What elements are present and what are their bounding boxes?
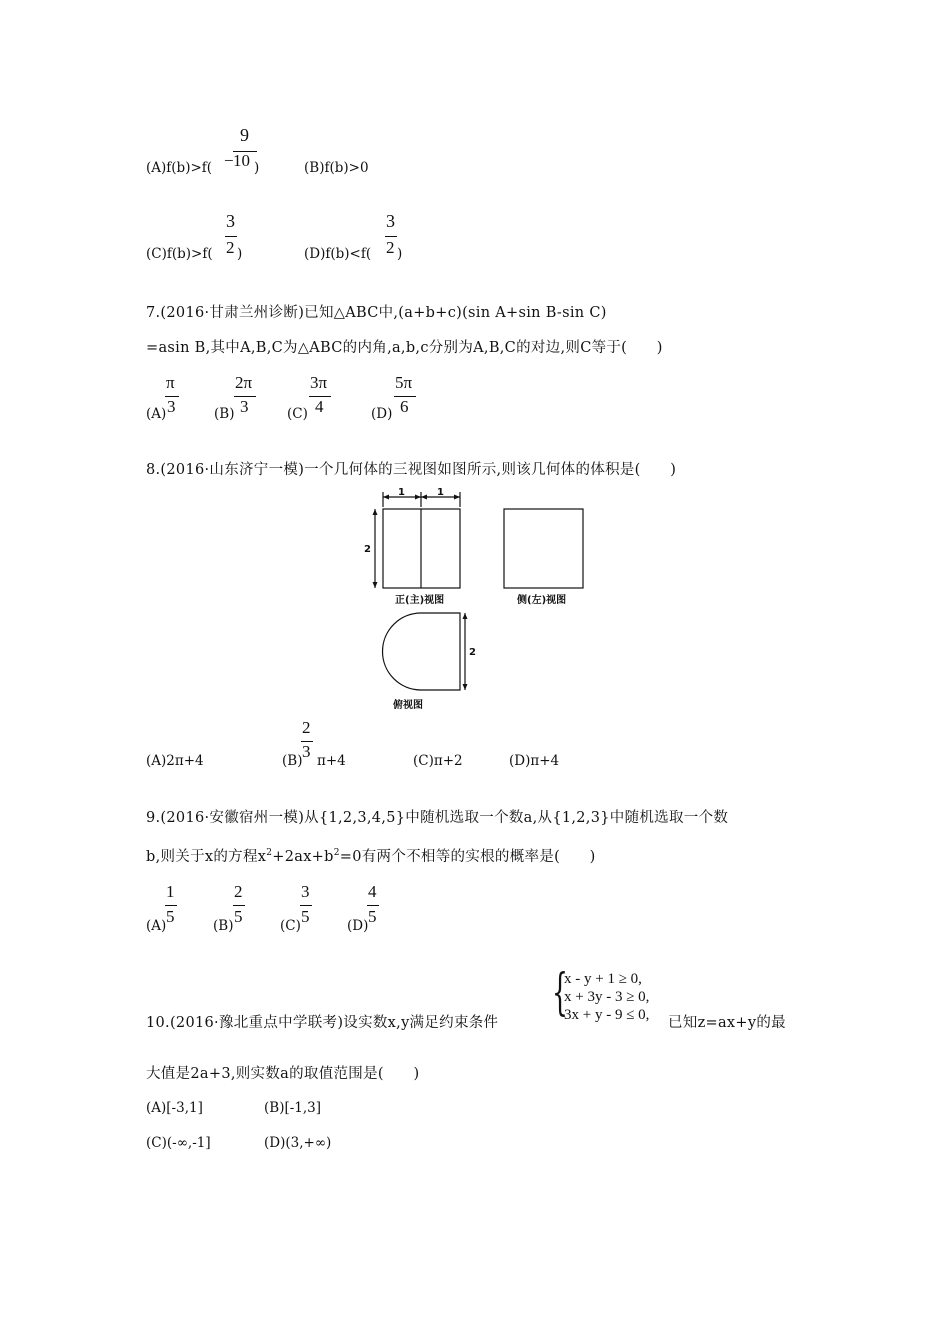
q8-option-b-label: (B) — [282, 753, 303, 769]
q6-option-c-prefix: (C)f(b)>f( — [146, 246, 213, 262]
q7-option-d-denominator: 6 — [400, 397, 409, 416]
q10-option-b: (B)[-1,3] — [264, 1100, 322, 1116]
q8-option-b-numerator: 2 — [302, 718, 311, 737]
q9-sup-2: 2 — [333, 848, 340, 859]
constraint-3: 3x + y - 9 ≤ 0, — [564, 1007, 650, 1023]
q6-option-a-prefix: (A)f(b)>f( — [146, 160, 213, 176]
q6-option-a-numerator: 9 — [240, 125, 249, 145]
q9-option-a-denominator: 5 — [166, 907, 175, 926]
q9-option-d-label: (D) — [347, 918, 369, 934]
q7-option-b-label: (B) — [214, 406, 235, 422]
q7-stem-line-2: =asin B,其中A,B,C为△ABC的内角,a,b,c分别为A,B,C的对边,则C等于( ) — [146, 340, 663, 356]
q7-option-d-numerator: 5π — [395, 373, 413, 392]
q6-option-d-suffix: ) — [397, 246, 403, 262]
q9-stem-line-1: 9.(2016·安徽宿州一模)从{1,2,3,4,5}中随机选取一个数a,从{1,2,3}中随机选取一个数 — [146, 810, 729, 826]
q8-option-c: (C)π+2 — [413, 753, 463, 769]
dim-label-1b: 1 — [437, 487, 444, 498]
q6-option-c-suffix: ) — [237, 246, 243, 262]
q9-line-2-part-1: b,则关于x的方程x — [146, 849, 267, 865]
q7-option-a-numerator: π — [166, 373, 175, 392]
q9-option-a-numerator: 1 — [166, 882, 175, 901]
q9-option-a-label: (A) — [146, 918, 167, 934]
q7-stem-line-1: 7.(2016·甘肃兰州诊断)已知△ABC中,(a+b+c)(sin A+sin B-sin C) — [146, 305, 607, 321]
q9-option-b-fraction-bar — [233, 905, 245, 906]
q9-option-b-label: (B) — [213, 918, 234, 934]
q8-stem-line-1: 8.(2016·山东济宁一模)一个几何体的三视图如图所示,则该几何体的体积是( ) — [146, 462, 677, 478]
side-view-label: 侧(左)视图 — [517, 595, 567, 606]
q9-option-c-fraction-bar — [300, 905, 312, 906]
q10-stem-line-2: 大值是2a+3,则实数a的取值范围是( ) — [146, 1066, 420, 1082]
q7-option-b-denominator: 3 — [240, 397, 249, 416]
q7-option-a-label: (A) — [146, 406, 167, 422]
q6-option-a-denominator: 10 — [233, 151, 250, 170]
top-view-label: 俯视图 — [393, 700, 423, 711]
q9-option-d-denominator: 5 — [368, 907, 377, 926]
constraint-1: x - y + 1 ≥ 0, — [564, 971, 642, 987]
q8-option-b-denominator: 3 — [302, 742, 311, 761]
q6-option-d-prefix: (D)f(b)<f( — [304, 246, 372, 262]
q9-option-b-numerator: 2 — [234, 882, 243, 901]
q9-option-d-numerator: 4 — [368, 882, 377, 901]
q9-option-d-fraction-bar — [367, 905, 379, 906]
q9-line-2-part-2: +2ax+b — [272, 849, 334, 865]
q6-option-c-denominator: 2 — [226, 238, 235, 257]
q6-option-c-fraction-bar — [225, 236, 237, 237]
q9-option-c-numerator: 3 — [301, 882, 310, 901]
q6-option-d-fraction-bar — [385, 236, 397, 237]
q7-option-b-numerator: 2π — [235, 373, 253, 392]
q6-option-a-sign: − — [224, 151, 234, 170]
q10-option-d: (D)(3,+∞) — [264, 1135, 332, 1151]
q9-sup-1: 2 — [266, 848, 273, 859]
constraint-system — [564, 970, 649, 1024]
q8-option-b-rest: π+4 — [317, 753, 346, 769]
q9-option-c-label: (C) — [280, 918, 301, 934]
constraint-brace: { — [552, 963, 568, 1021]
q8-option-d: (D)π+4 — [509, 753, 560, 769]
three-view-figure — [355, 485, 605, 715]
front-view-label: 正(主)视图 — [395, 595, 445, 606]
side-view-rect — [504, 509, 583, 588]
q9-stem-line-2 — [146, 845, 596, 866]
q9-option-b-denominator: 5 — [234, 907, 243, 926]
q6-option-d-denominator: 2 — [386, 238, 395, 257]
q7-option-c-numerator: 3π — [310, 373, 328, 392]
q9-option-a-fraction-bar — [165, 905, 177, 906]
q7-option-c-denominator: 4 — [315, 397, 324, 416]
q7-option-a-denominator: 3 — [167, 397, 176, 416]
q10-stem-line-1-pre: 10.(2016·豫北重点中学联考)设实数x,y满足约束条件 — [146, 1015, 499, 1031]
q6-option-c-numerator: 3 — [226, 211, 235, 231]
top-view-shape — [383, 613, 460, 690]
q7-option-c-label: (C) — [287, 406, 308, 422]
q6-option-d-numerator: 3 — [386, 211, 395, 231]
q6-option-b: (B)f(b)>0 — [304, 160, 369, 176]
q10-option-a: (A)[-3,1] — [146, 1100, 203, 1116]
q6-option-a-suffix: ) — [254, 160, 260, 176]
dim-label-front-2: 2 — [364, 544, 371, 555]
q9-option-c-denominator: 5 — [301, 907, 310, 926]
dim-label-1a: 1 — [398, 487, 405, 498]
q10-stem-line-1-post: 已知z=ax+y的最 — [668, 1015, 786, 1031]
q10-option-c: (C)(-∞,-1] — [146, 1135, 211, 1151]
dim-label-top-2: 2 — [469, 647, 476, 658]
q7-option-d-label: (D) — [371, 406, 393, 422]
q8-option-a: (A)2π+4 — [146, 753, 204, 769]
constraint-2: x + 3y - 3 ≥ 0, — [564, 989, 650, 1005]
q9-line-2-part-3: =0有两个不相等的实根的概率是( ) — [339, 849, 596, 865]
